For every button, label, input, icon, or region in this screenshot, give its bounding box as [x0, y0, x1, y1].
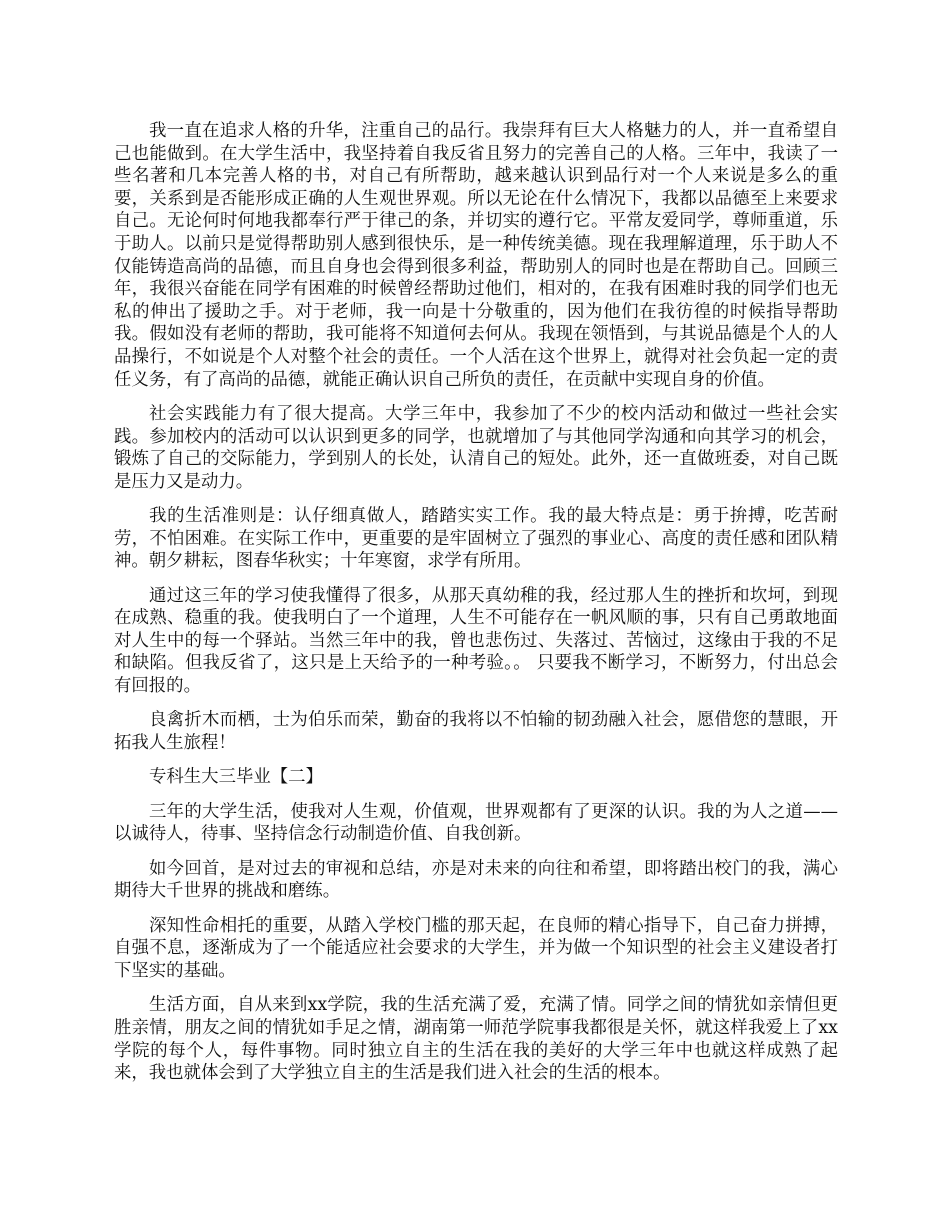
document-page — [114, 120, 838, 1097]
paragraph-life-aspects: 生活方面，自从来到xx学院，我的生活充满了爱，充满了情。同学之间的情犹如亲情但更胜亲情，朋友之间的情犹如手足之情，湖南第一师范学院事我都很是关怀，就这样我爱上了xx学院的每个人，每件事物。同时独立自主的生活在我的美好的大学三年中也就这样成熟了起来，我也就体会到了大学独立自主的生活是我们进入社会的生活的根本。 — [114, 995, 838, 1084]
paragraph-social-practice: 社会实践能力有了很大提高。大学三年中，我参加了不少的校内活动和做过一些社会实践。参加校内的活动可以认识到更多的同学，也就增加了与其他同学沟通和向其学习的机会，锻炼了自己的交际能力，学到别人的长处，认清自己的短处。此外，还一直做班委，对自己既是压力又是动力。 — [114, 403, 838, 492]
paragraph-looking-back: 如今回首，是对过去的审视和总结，亦是对未来的向往和希望，即将踏出校门的我，满心期待大千世界的挑战和磨练。 — [114, 858, 838, 902]
paragraph-character: 我一直在追求人格的升华，注重自己的品行。我崇拜有巨大人格魅力的人，并一直希望自己也能做到。在大学生活中，我坚持着自我反省且努力的完善自己的人格。三年中，我读了一些名著和几本完善人格的书，对自己有所帮助，越来越认识到品行对一个人来说是多么的重要，关系到是否能形成正确的人生观世界观。所以无论在什么情况下，我都以品德至上来要求自己。无论何时何地我都奉行严于律己的条，并切实的遵行它。平常友爱同学，尊师重道，乐于助人。以前只是觉得帮助别人感到很快乐，是一种传统美德。现在我理解道理，乐于助人不仅能铸造高尚的品德，而且自身也会得到很多利益，帮助别人的同时也是在帮助自己。回顾三年，我很兴奋能在同学有困难的时候曾经帮助过他们，相对的，在我有困难时我的同学们也无私的伸出了援助之手。对于老师，我一向是十分敬重的，因为他们在我彷徨的时候指导帮助我。假如没有老师的帮助，我可能将不知道何去何从。我现在领悟到，与其说品德是个人的人品操行，不如说是个人对整个社会的责任。一个人活在这个世界上，就得对社会负起一定的责任义务，有了高尚的品德，就能正确认识自己所负的责任，在贡献中实现自身的价值。 — [114, 121, 838, 390]
paragraph-growth: 通过这三年的学习使我懂得了很多，从那天真幼稚的我，经过那人生的挫折和坎坷，到现在成熟、稳重的我。使我明白了一个道理，人生不可能存在一帆风顺的事，只有自己勇敢地面对人生中的每一个驿站。当然三年中的我，曾也悲伤过、失落过、苦恼过，这缘由于我的不足和缺陷。但我反省了，这只是上天给予的一种考验。。 只要我不断学习，不断努力，付出总会有回报的。 — [114, 585, 838, 697]
paragraph-hard-work: 深知性命相托的重要，从踏入学校门槛的那天起，在良师的精心指导下，自己奋力拼搏，自强不息，逐渐成为了一个能适应社会要求的大学生，并为做一个知识型的社会主义建设者打下坚实的基础。 — [114, 915, 838, 981]
paragraph-worldview: 三年的大学生活，使我对人生观，价值观，世界观都有了更深的认识。我的为人之道——以诚待人，待事、坚持信念行动制造价值、自我创新。 — [114, 801, 838, 845]
paragraph-closing: 良禽折木而栖，士为伯乐而荣，勤奋的我将以不怕输的韧劲融入社会，愿借您的慧眼，开拓我人生旅程！ — [114, 710, 838, 754]
paragraph-life-principle: 我的生活准则是：认仔细真做人，踏踏实实工作。我的最大特点是：勇于拚搏，吃苦耐劳，不怕困难。在实际工作中，更重要的是牢固树立了强烈的事业心、高度的责任感和团队精神。朝夕耕耘，图春华秋实；十年寒窗，求学有所用。 — [114, 506, 838, 572]
section-heading: 专科生大三毕业【二】 — [149, 767, 323, 788]
